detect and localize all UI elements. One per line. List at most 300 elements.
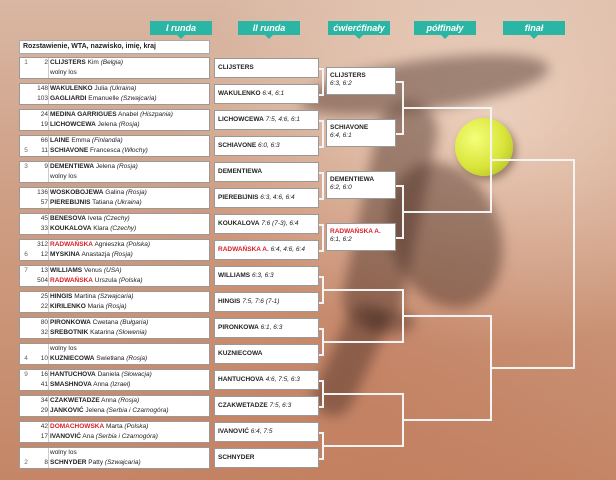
player-row bbox=[20, 422, 209, 432]
player-row bbox=[20, 240, 209, 250]
player-first-name: Cwetana bbox=[92, 319, 119, 326]
player-surname: SCHNYDER bbox=[50, 459, 87, 466]
player-name bbox=[50, 146, 207, 156]
player-name bbox=[50, 302, 207, 312]
player-first-name: Agnieszka bbox=[94, 241, 125, 248]
player-first-name: Kim bbox=[87, 59, 99, 66]
player-surname: WOSKOBOJEWA bbox=[50, 189, 104, 196]
player-name bbox=[50, 110, 207, 120]
player-wta-rank: 8 bbox=[44, 459, 48, 466]
player-country: (Ukraina) bbox=[109, 85, 137, 92]
connector-h bbox=[319, 172, 324, 174]
second-round-result bbox=[214, 318, 319, 338]
player-country: (Czechy) bbox=[103, 215, 130, 222]
player-country: (USA) bbox=[103, 267, 122, 274]
seeding-legend: Rozstawienie, WTA, nazwisko, imię, kraj bbox=[19, 40, 210, 54]
player-country: (Polska) bbox=[124, 423, 149, 430]
player-row bbox=[20, 224, 209, 234]
winner-name: CZAKWETADZE bbox=[218, 402, 268, 409]
player-first-name: Martina bbox=[74, 293, 96, 300]
player-row bbox=[20, 292, 209, 302]
player-row bbox=[20, 214, 209, 224]
player-first-name: Emma bbox=[71, 137, 91, 144]
player-wta-rank: 22 bbox=[40, 303, 48, 310]
player-name bbox=[50, 68, 207, 78]
second-round-result bbox=[214, 422, 319, 442]
connector-h bbox=[402, 445, 404, 447]
player-surname: PIEREBIJNIS bbox=[50, 199, 91, 206]
player-row bbox=[20, 162, 209, 172]
connector-h bbox=[319, 302, 324, 304]
player-surname: IVANOVIĆ bbox=[50, 433, 81, 440]
match-score: 6:3, 6:3 bbox=[251, 272, 274, 279]
player-name bbox=[50, 396, 207, 406]
connector-h bbox=[322, 289, 402, 291]
second-round-result bbox=[214, 84, 319, 104]
winner-name: CLIJSTERS bbox=[218, 64, 254, 71]
player-wta-rank: 45 bbox=[40, 215, 48, 222]
winner-name: CLIJSTERS bbox=[330, 72, 366, 79]
player-row bbox=[20, 302, 209, 312]
player-first-name: Maria bbox=[87, 303, 104, 310]
player-surname: HANTUCHOVA bbox=[50, 371, 96, 378]
player-row bbox=[20, 432, 209, 442]
player-first-name: Francesca bbox=[89, 147, 121, 154]
first-round-match bbox=[19, 57, 210, 79]
winner-name: RADWAŃSKA A. bbox=[330, 228, 381, 235]
connector-v bbox=[322, 68, 324, 96]
connector-h bbox=[319, 276, 324, 278]
player-wta-rank: 19 bbox=[40, 121, 48, 128]
player-surname: WILLIAMS bbox=[50, 267, 83, 274]
winner-name: SCHIAVONE bbox=[330, 124, 369, 131]
second-round-result bbox=[214, 136, 319, 156]
player-country: (Włochy) bbox=[122, 147, 148, 154]
second-round-result bbox=[214, 162, 319, 182]
player-first-name: Ana bbox=[82, 433, 94, 440]
connector-h bbox=[319, 458, 324, 460]
player-first-name: Tatiana bbox=[92, 199, 114, 206]
connector-h bbox=[402, 419, 490, 421]
player-first-name: Urszula bbox=[94, 277, 117, 284]
player-name bbox=[50, 250, 207, 260]
player-row bbox=[20, 198, 209, 208]
player-name bbox=[50, 266, 207, 276]
winner-name: WAKULENKO bbox=[218, 90, 261, 97]
connector-h bbox=[319, 250, 324, 252]
player-country: (Izrael) bbox=[110, 381, 131, 388]
connector-h bbox=[322, 393, 402, 395]
first-round-match bbox=[19, 395, 210, 417]
player-surname: LICHOWCEWA bbox=[50, 121, 96, 128]
match-score: 6:4, 6:1 bbox=[262, 90, 285, 97]
player-surname: BENESOVA bbox=[50, 215, 86, 222]
connector-v bbox=[322, 328, 324, 356]
header-quarterfinals: ćwierćfinały bbox=[328, 21, 390, 35]
connector-v bbox=[402, 289, 404, 343]
player-wta-rank: 9 bbox=[44, 163, 48, 170]
player-seed: 5 bbox=[24, 147, 28, 154]
player-name bbox=[50, 58, 207, 68]
player-row bbox=[20, 120, 209, 130]
player-wta-rank: 42 bbox=[40, 423, 48, 430]
connector-h bbox=[322, 445, 402, 447]
connector-h bbox=[322, 341, 402, 343]
match-score: 4:6, 7:5, 6:3 bbox=[265, 376, 300, 383]
winner-name: SCHIAVONE bbox=[218, 142, 257, 149]
player-seed: 3 bbox=[24, 163, 28, 170]
second-round-result bbox=[214, 188, 319, 208]
match-score: 6:4, 4:6, 6:4 bbox=[270, 246, 305, 253]
winner-name: RADWAŃSKA A. bbox=[218, 246, 269, 253]
winner-name: SCHNYDER bbox=[218, 454, 255, 461]
player-row bbox=[20, 94, 209, 104]
player-wta-rank: 25 bbox=[40, 293, 48, 300]
winner-name: HANTUCHOVA bbox=[218, 376, 264, 383]
player-name bbox=[50, 172, 207, 182]
player-surname: MEDINA GARRIGUES bbox=[50, 111, 117, 118]
connector-h bbox=[319, 432, 324, 434]
player-name bbox=[50, 354, 207, 364]
player-seed: 1 bbox=[24, 59, 28, 66]
player-seed: 7 bbox=[24, 267, 28, 274]
player-name bbox=[50, 448, 207, 458]
second-round-result bbox=[214, 292, 319, 312]
connector-h bbox=[319, 354, 324, 356]
second-round-result bbox=[214, 214, 319, 234]
match-score: 6:1, 6:3 bbox=[260, 324, 283, 331]
player-first-name: Jelena bbox=[97, 121, 117, 128]
player-name bbox=[50, 432, 207, 442]
player-name bbox=[50, 94, 207, 104]
first-round-match bbox=[19, 161, 210, 183]
player-name bbox=[50, 406, 207, 416]
player-surname: HINGIS bbox=[50, 293, 73, 300]
player-surname: DEMENTIEWA bbox=[50, 163, 95, 170]
player-surname: SCHIAVONE bbox=[50, 147, 89, 154]
connector-h bbox=[402, 393, 404, 395]
player-country: (Rosja) bbox=[116, 163, 138, 170]
second-round-result bbox=[214, 58, 319, 78]
player-country: (Czechy) bbox=[110, 225, 137, 232]
player-name bbox=[50, 344, 207, 354]
player-first-name: wolny los bbox=[50, 345, 77, 352]
connector-h bbox=[319, 406, 324, 408]
player-name bbox=[50, 276, 207, 286]
player-country: (Szwajcaria) bbox=[104, 459, 141, 466]
second-round-result bbox=[214, 448, 319, 468]
player-wta-rank: 136 bbox=[37, 189, 48, 196]
player-first-name: Jelena bbox=[95, 163, 116, 170]
player-wta-rank: 148 bbox=[37, 85, 48, 92]
connector-h bbox=[319, 120, 324, 122]
player-name bbox=[50, 240, 207, 250]
player-first-name: wolny los bbox=[50, 69, 77, 76]
player-name bbox=[50, 224, 207, 234]
player-country: (Polska) bbox=[118, 277, 143, 284]
player-wta-rank: 13 bbox=[40, 267, 48, 274]
match-score: 6:3, 4:6, 6:4 bbox=[260, 194, 295, 201]
player-country: (Rosja) bbox=[118, 397, 140, 404]
connector-v bbox=[322, 172, 324, 200]
connector-v bbox=[322, 276, 324, 304]
player-name bbox=[50, 328, 207, 338]
first-round-match bbox=[19, 291, 210, 313]
quarterfinal-result bbox=[326, 223, 396, 251]
player-seed: 9 bbox=[24, 371, 28, 378]
player-country: (Bułgaria) bbox=[120, 319, 149, 326]
player-country: (Rosja) bbox=[105, 303, 127, 310]
winner-name: HINGIS bbox=[218, 298, 241, 305]
winner-name: DEMENTIEWA bbox=[218, 168, 263, 175]
header-first-round: I runda bbox=[150, 21, 212, 35]
player-name bbox=[50, 120, 207, 130]
player-wta-rank: 10 bbox=[40, 355, 48, 362]
player-surname: RADWAŃSKA bbox=[50, 277, 93, 284]
match-score: 6:1, 6:2 bbox=[330, 236, 352, 243]
player-name bbox=[50, 198, 207, 208]
player-surname: CZAKWETADZE bbox=[50, 397, 100, 404]
connector-v bbox=[402, 393, 404, 447]
player-surname: KIRILENKO bbox=[50, 303, 86, 310]
player-surname: GAGLIARDI bbox=[50, 95, 87, 102]
player-surname: SREBOTNIK bbox=[50, 329, 89, 336]
player-wta-rank: 103 bbox=[37, 95, 48, 102]
second-round-result bbox=[214, 240, 319, 260]
player-first-name: Anna bbox=[101, 397, 117, 404]
player-wta-rank: 41 bbox=[40, 381, 48, 388]
connector-h bbox=[396, 81, 404, 83]
player-first-name: Galina bbox=[105, 189, 125, 196]
second-round-result bbox=[214, 344, 319, 364]
player-name bbox=[50, 214, 207, 224]
connector-v bbox=[573, 159, 575, 369]
player-first-name: Jelena bbox=[85, 407, 105, 414]
player-first-name: wolny los bbox=[50, 173, 77, 180]
player-row bbox=[20, 354, 209, 364]
first-round-match bbox=[19, 135, 210, 157]
connector-h bbox=[319, 68, 324, 70]
player-wta-rank: 66 bbox=[40, 137, 48, 144]
player-name bbox=[50, 84, 207, 94]
tennis-ball-image bbox=[455, 118, 513, 176]
player-row bbox=[20, 380, 209, 390]
player-first-name: Julia bbox=[94, 85, 108, 92]
first-round-match bbox=[19, 265, 210, 287]
match-score: 6:0, 6:3 bbox=[257, 142, 280, 149]
player-row bbox=[20, 406, 209, 416]
first-round-match bbox=[19, 83, 210, 105]
player-country: (Serbia i Czarnogóra) bbox=[95, 433, 158, 440]
second-round-result bbox=[214, 266, 319, 286]
first-round-match bbox=[19, 109, 210, 131]
player-row bbox=[20, 458, 209, 468]
player-wta-rank: 2 bbox=[44, 59, 48, 66]
player-name bbox=[50, 370, 207, 380]
connector-h bbox=[402, 211, 490, 213]
player-row bbox=[20, 370, 209, 380]
player-first-name: Swietłana bbox=[96, 355, 125, 362]
player-country: (Ukraina) bbox=[114, 199, 142, 206]
quarterfinal-result bbox=[326, 119, 396, 147]
second-round-result bbox=[214, 110, 319, 130]
connector-h bbox=[402, 107, 490, 109]
first-round-match bbox=[19, 317, 210, 339]
player-wta-rank: 80 bbox=[40, 319, 48, 326]
player-name bbox=[50, 188, 207, 198]
player-row bbox=[20, 110, 209, 120]
player-seed: 2 bbox=[24, 459, 28, 466]
first-round-match bbox=[19, 239, 210, 261]
connector-h bbox=[396, 237, 404, 239]
player-row bbox=[20, 136, 209, 146]
player-row bbox=[20, 396, 209, 406]
first-round-match bbox=[19, 187, 210, 209]
player-surname: LAINE bbox=[50, 137, 70, 144]
second-round-result bbox=[214, 396, 319, 416]
player-seed: 6 bbox=[24, 251, 28, 258]
connector-h bbox=[319, 198, 324, 200]
connector-v bbox=[322, 120, 324, 148]
player-seed: 4 bbox=[24, 355, 28, 362]
player-first-name: Iveta bbox=[87, 215, 102, 222]
winner-name: DEMENTIEWA bbox=[330, 176, 375, 183]
player-first-name: Marta bbox=[105, 423, 123, 430]
connector-v bbox=[490, 315, 492, 421]
player-surname: SMASHNOVA bbox=[50, 381, 92, 388]
player-wta-rank: 11 bbox=[41, 147, 48, 154]
player-row bbox=[20, 84, 209, 94]
player-row bbox=[20, 266, 209, 276]
connector-h bbox=[402, 341, 404, 343]
connector-v bbox=[322, 432, 324, 460]
match-score: 7:5, 7:6 (7-1) bbox=[242, 298, 280, 305]
player-first-name: wolny los bbox=[50, 449, 77, 456]
connector-v bbox=[402, 185, 404, 239]
first-round-match bbox=[19, 447, 210, 469]
player-row bbox=[20, 250, 209, 260]
player-wta-rank: 24 bbox=[40, 111, 48, 118]
first-round-match bbox=[19, 213, 210, 235]
connector-h bbox=[402, 289, 404, 291]
winner-name: KUZNIECOWA bbox=[218, 350, 263, 357]
first-round-match bbox=[19, 421, 210, 443]
player-wta-rank: 12 bbox=[40, 251, 48, 258]
player-wta-rank: 32 bbox=[40, 329, 48, 336]
connector-h bbox=[490, 367, 573, 369]
second-round-result bbox=[214, 370, 319, 390]
player-country: (Hiszpania) bbox=[140, 111, 173, 118]
player-wta-rank: 57 bbox=[40, 199, 48, 206]
header-final: finał bbox=[503, 21, 565, 35]
player-first-name: Anabel bbox=[118, 111, 139, 118]
player-name bbox=[50, 380, 207, 390]
player-country: (Serbia i Czarnogóra) bbox=[106, 407, 169, 414]
player-name bbox=[50, 422, 207, 432]
connector-h bbox=[396, 185, 404, 187]
match-score: 7:5, 4:6, 6:1 bbox=[265, 116, 301, 123]
player-country: (Słowenia) bbox=[116, 329, 147, 336]
player-surname: PIRONKOWA bbox=[50, 319, 91, 326]
match-score: 6:4, 6:1 bbox=[330, 132, 352, 139]
connector-v bbox=[322, 380, 324, 408]
player-wta-rank: 33 bbox=[40, 225, 48, 232]
player-country: (Szwajcaria) bbox=[97, 293, 134, 300]
player-surname: MYSKINA bbox=[50, 251, 80, 258]
match-score: 6:3, 6:2 bbox=[330, 80, 352, 87]
player-first-name: Anna bbox=[93, 381, 109, 388]
player-country: (Polska) bbox=[126, 241, 151, 248]
quarterfinal-result bbox=[326, 67, 396, 95]
player-name bbox=[50, 136, 207, 146]
connector-h bbox=[319, 146, 324, 148]
player-surname: RADWAŃSKA bbox=[50, 241, 93, 248]
player-row bbox=[20, 276, 209, 286]
match-score: 6:4, 7:5 bbox=[250, 428, 273, 435]
player-country: (Rosja) bbox=[111, 251, 133, 258]
winner-name: WILLIAMS bbox=[218, 272, 251, 279]
player-row bbox=[20, 318, 209, 328]
player-country: (Finlandia) bbox=[91, 137, 123, 144]
player-row bbox=[20, 328, 209, 338]
player-first-name: Patty bbox=[88, 459, 104, 466]
winner-name: PIEREBIJNIS bbox=[218, 194, 259, 201]
connector-h bbox=[396, 133, 404, 135]
player-surname: JANKOVIĆ bbox=[50, 407, 84, 414]
match-score: 7:5, 6:3 bbox=[269, 402, 292, 409]
player-first-name: Venus bbox=[83, 267, 103, 274]
connector-h bbox=[402, 315, 490, 317]
winner-name: LICHOWCEWA bbox=[218, 116, 264, 123]
player-surname: CLIJSTERS bbox=[50, 59, 86, 66]
player-first-name: Emanuelle bbox=[88, 95, 120, 102]
player-row bbox=[20, 172, 209, 182]
player-row bbox=[20, 448, 209, 458]
player-name bbox=[50, 292, 207, 302]
match-score: 6:2, 6:0 bbox=[330, 184, 352, 191]
connector-v bbox=[322, 224, 324, 252]
player-wta-rank: 16 bbox=[40, 371, 48, 378]
player-name bbox=[50, 458, 207, 468]
player-country: (Rosja) bbox=[118, 121, 140, 128]
player-first-name: Klara bbox=[93, 225, 109, 232]
player-surname: DOMACHOWSKA bbox=[50, 423, 105, 430]
player-surname: KOUKALOVA bbox=[50, 225, 92, 232]
connector-h bbox=[319, 94, 324, 96]
header-semifinals: półfinały bbox=[414, 21, 476, 35]
player-wta-rank: 504 bbox=[37, 277, 48, 284]
racket-handle-shadow bbox=[307, 297, 394, 423]
player-first-name: Daniela bbox=[97, 371, 120, 378]
player-row bbox=[20, 146, 209, 156]
connector-h bbox=[319, 328, 324, 330]
player-surname: KUZNIECOWA bbox=[50, 355, 95, 362]
quarterfinal-result bbox=[326, 171, 396, 199]
player-country: (Rosja) bbox=[125, 189, 147, 196]
winner-name: KOUKALOVA bbox=[218, 220, 260, 227]
connector-v bbox=[402, 81, 404, 135]
player-wta-rank: 17 bbox=[40, 433, 48, 440]
player-country: (Rosja) bbox=[126, 355, 148, 362]
first-round-match bbox=[19, 343, 210, 365]
player-name bbox=[50, 318, 207, 328]
match-score: 7:6 (7-3), 6:4 bbox=[261, 220, 299, 227]
player-name bbox=[50, 162, 207, 172]
header-second-round: II runda bbox=[238, 21, 300, 35]
winner-name: PIRONKOWA bbox=[218, 324, 259, 331]
winner-name: IVANOVIĆ bbox=[218, 428, 249, 435]
ball-shadow bbox=[365, 310, 415, 334]
